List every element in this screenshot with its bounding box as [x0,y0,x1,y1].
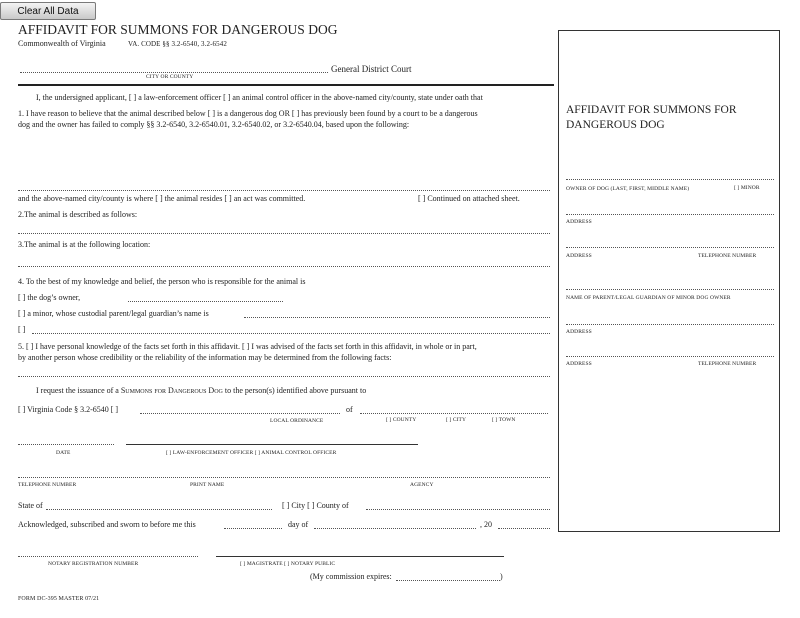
request-summons: Summons for Dangerous Dog [120,386,223,395]
owner-name-field[interactable] [128,301,283,302]
other-checkbox[interactable]: [ ] [18,325,26,334]
resides-line: and the above-named city/county is where [ ] the animal resides [ ] an act was committed. [18,194,306,203]
city-county-choice[interactable]: [ ] City [ ] County of [282,501,349,510]
minor-checkbox[interactable]: [ ] a minor, whose custodial parent/legal guardian’s name is [18,309,209,318]
notary-reg-caption: NOTARY REGISTRATION NUMBER [48,561,139,567]
print-name-caption: PRINT NAME [190,482,225,488]
local-ordinance-caption: LOCAL ORDINANCE [270,418,324,424]
owner-checkbox[interactable]: [ ] the dog’s owner, [18,293,81,302]
day-of-label: day of [288,520,309,529]
intro-text: I, the undersigned applicant, [ ] a law-enforcement officer [ ] an animal control officer in the above-named city/county, state under oath that [36,93,483,102]
state-field[interactable] [46,509,272,510]
ack-month-field[interactable] [314,528,476,529]
guardian-field[interactable] [566,289,774,290]
ack-day-field[interactable] [224,528,282,529]
court-suffix: General District Court [331,64,412,74]
continued-checkbox[interactable]: [ ] Continued on attached sheet. [418,194,520,203]
guardian-name-field[interactable] [244,317,550,318]
address3-caption: ADDRESS [566,329,592,335]
city-county-caption: CITY OR COUNTY [146,74,194,80]
minor-option[interactable]: [ ] MINOR [734,185,760,191]
agency-caption: AGENCY [410,482,434,488]
owner-dog-caption: OWNER OF DOG (LAST, FIRST, MIDDLE NAME) [566,186,690,192]
item5-line1: 5. [ ] I have personal knowledge of the facts set forth in this affidavit. [ ] I was advised of the facts set forth in this affidavit, in whole or in part, [18,342,477,351]
guardian-caption: NAME OF PARENT/LEGAL GUARDIAN OF MINOR DOG OWNER [566,295,731,301]
request-pre: I request the issuance of a [36,386,119,395]
item2-label: 2.The animal is described as follows: [18,210,138,219]
date-field[interactable] [18,444,114,445]
request-text [36,386,366,395]
header-divider [18,84,554,86]
date-caption: DATE [56,450,71,456]
form-id: FORM DC-395 MASTER 07/21 [18,596,100,602]
other-person-field[interactable] [32,333,550,334]
town-option[interactable]: [ ] TOWN [492,417,516,423]
form-title: AFFIDAVIT FOR SUMMONS FOR DANGEROUS DOG [18,22,338,37]
address1-caption: ADDRESS [566,219,592,225]
telephone4-caption: TELEPHONE NUMBER [698,361,757,367]
address1-field[interactable] [566,214,774,215]
magistrate-options[interactable]: [ ] MAGISTRATE [ ] NOTARY PUBLIC [240,561,336,567]
animal-location-field[interactable] [18,266,550,267]
telephone-caption: TELEPHONE NUMBER [18,482,77,488]
commonwealth-label: Commonwealth of Virginia [18,39,106,48]
officer-options[interactable]: [ ] LAW-ENFORCEMENT OFFICER [ ] ANIMAL CONTROL OFFICER [166,450,337,456]
request-post: to the person(s) identified above pursuant to [224,386,367,395]
county-of-field[interactable] [366,509,550,510]
ack-year-field[interactable] [498,528,550,529]
city-option[interactable]: [ ] CITY [446,417,467,423]
virginia-code-checkbox[interactable]: [ ] Virginia Code § 3.2-6540 [ ] [18,405,119,414]
owner-dog-field[interactable] [566,179,774,180]
county-option[interactable]: [ ] COUNTY [386,417,417,423]
side-title-line2: DANGEROUS DOG [566,119,665,131]
address3-field[interactable] [566,324,774,325]
animal-description-field[interactable] [18,233,550,234]
item5-line2: by another person whose credibility or the reliability of the information may be determined from the following facts: [18,353,392,362]
address2-caption: ADDRESS [566,253,592,259]
phone-name-agency-field[interactable] [18,477,550,478]
notary-registration-field[interactable] [18,556,198,557]
local-ordinance-field[interactable] [140,413,340,414]
clear-all-data-button[interactable]: Clear All Data [0,2,96,20]
court-name-field[interactable] [20,72,328,73]
notary-signature-line[interactable] [216,556,504,557]
item1-line2: dog and the owner has failed to comply §§ 3.2-6540, 3.2-6540.01, 3.2-6540.02, or 3.2-6540.04, based upon the following: [18,120,410,129]
item5-facts-field[interactable] [18,376,550,377]
telephone2-caption: TELEPHONE NUMBER [698,253,757,259]
locality-field[interactable] [360,413,548,414]
acknowledged-text: Acknowledged, subscribed and sworn to before me this [18,520,196,529]
commission-label: (My commission expires: [310,572,392,581]
commission-close: ) [500,572,503,581]
of-word: of [346,405,353,414]
side-title-line1: AFFIDAVIT FOR SUMMONS FOR [566,104,737,116]
commission-expiry-field[interactable] [396,580,500,581]
va-code-label: VA. CODE §§ 3.2-6540, 3.2-6542 [128,40,227,48]
signature-line[interactable] [126,444,418,445]
address4-caption: ADDRESS [566,361,592,367]
state-of-label: State of [18,501,43,510]
address2-field[interactable] [566,247,774,248]
item4-label: 4. To the best of my knowledge and belief, the person who is responsible for the animal is [18,277,306,286]
year-prefix: , 20 [480,520,492,529]
item1-line1: 1. I have reason to believe that the animal described below [ ] is a dangerous dog OR [ ] has previously been found by a court to be a dangerous [18,109,478,118]
item3-label: 3.The animal is at the following location: [18,240,151,249]
address4-field[interactable] [566,356,774,357]
item1-facts-field[interactable] [18,190,550,191]
